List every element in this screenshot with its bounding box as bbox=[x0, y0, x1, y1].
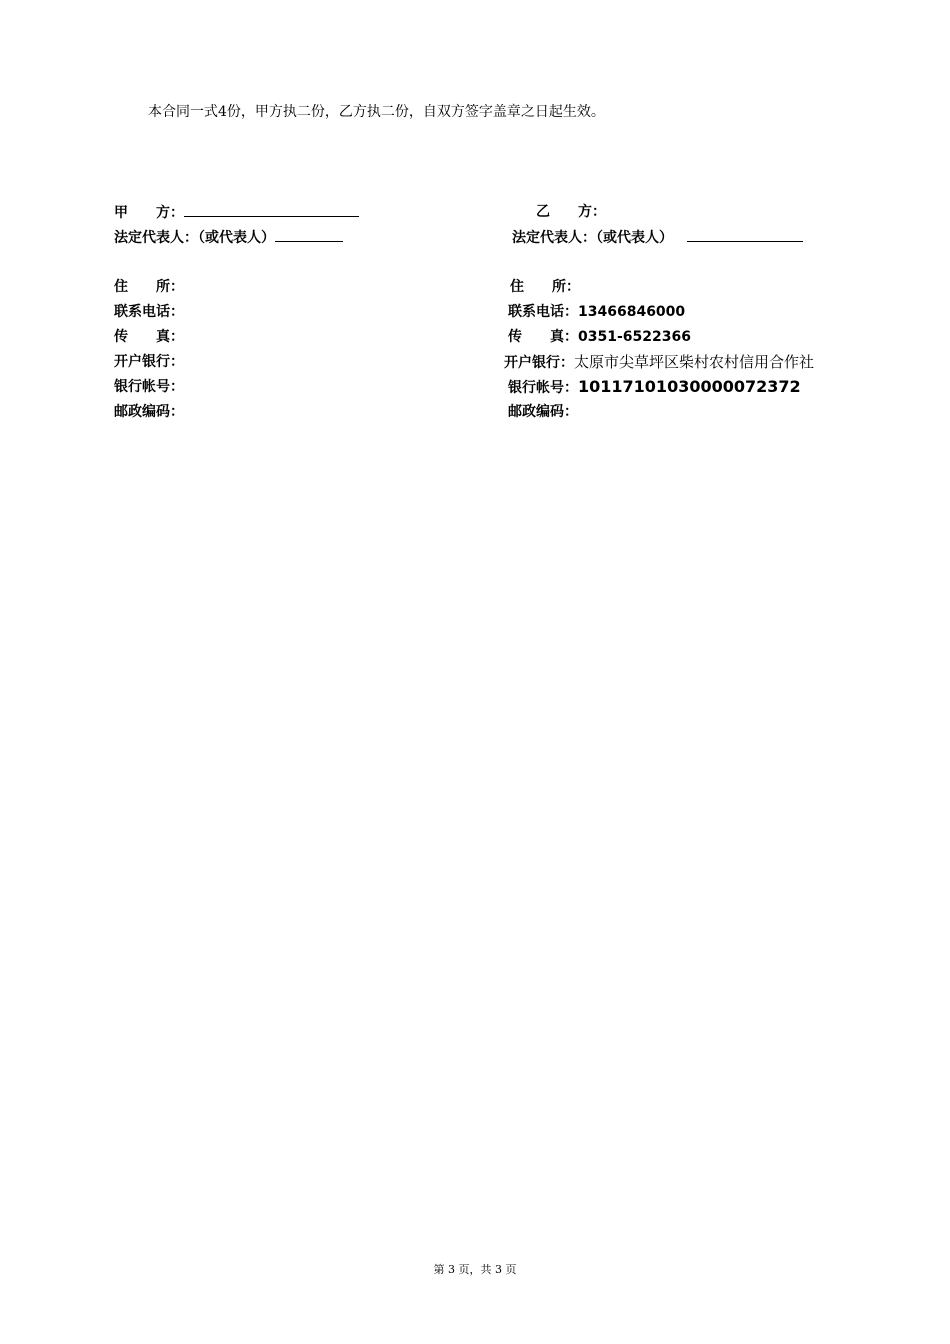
party-a-address-label: 住 所： bbox=[114, 279, 184, 295]
party-a-fax-label: 传 真： bbox=[114, 329, 184, 345]
party-b-fax-row bbox=[508, 327, 691, 347]
party-b-fax-label: 传 真： bbox=[508, 329, 578, 345]
party-b-name-row bbox=[536, 202, 606, 222]
party-b-bank-value: 太原市尖草坪区柴村农村信用合作社 bbox=[574, 353, 815, 371]
party-b-phone-value: 13466846000 bbox=[578, 304, 686, 320]
party-b-account-row bbox=[508, 377, 801, 398]
party-a-rep-blank bbox=[275, 227, 343, 242]
party-b-account-label: 银行帐号： bbox=[508, 380, 578, 396]
party-b-account-value: 10117101030000072372 bbox=[578, 377, 801, 396]
party-b-rep-row bbox=[512, 227, 803, 248]
party-b-bank-row bbox=[504, 352, 814, 373]
party-a-fax-row bbox=[114, 327, 184, 347]
party-b-address-label: 住 所： bbox=[510, 279, 580, 295]
party-a-address-row bbox=[114, 277, 184, 297]
party-a-name-blank bbox=[184, 202, 359, 217]
party-a-postcode-row bbox=[114, 402, 184, 422]
party-a-name-label: 甲 方： bbox=[114, 205, 184, 221]
contract-validity-clause: 本合同一式4份，甲方执二份，乙方执二份，自双方签字盖章之日起生效。 bbox=[148, 104, 605, 120]
party-b-fax-value: 0351-6522366 bbox=[578, 329, 691, 345]
party-b-rep-label: 法定代表人：（或代表人） bbox=[512, 230, 673, 246]
party-a-name-row bbox=[114, 202, 359, 223]
party-a-postcode-label: 邮政编码： bbox=[114, 404, 184, 420]
party-b-name-label: 乙 方： bbox=[536, 204, 606, 220]
party-a-rep-label: 法定代表人：（或代表人） bbox=[114, 230, 275, 246]
party-a-phone-label: 联系电话： bbox=[114, 304, 184, 320]
party-a-bank-row bbox=[114, 352, 184, 372]
party-a-account-row bbox=[114, 377, 184, 397]
party-a-rep-row bbox=[114, 227, 343, 248]
party-b-phone-row bbox=[508, 302, 685, 322]
party-b-postcode-label: 邮政编码： bbox=[508, 404, 578, 420]
party-b-phone-label: 联系电话： bbox=[508, 304, 578, 320]
party-a-phone-row bbox=[114, 302, 184, 322]
party-b-address-row bbox=[510, 277, 580, 297]
party-a-bank-label: 开户银行： bbox=[114, 354, 184, 370]
party-b-postcode-row bbox=[508, 402, 578, 422]
party-b-bank-label: 开户银行： bbox=[504, 355, 574, 371]
page-number-footer: 第 3 页，共 3 页 bbox=[433, 1263, 517, 1276]
party-a-account-label: 银行帐号： bbox=[114, 379, 184, 395]
party-b-rep-blank bbox=[687, 227, 803, 242]
